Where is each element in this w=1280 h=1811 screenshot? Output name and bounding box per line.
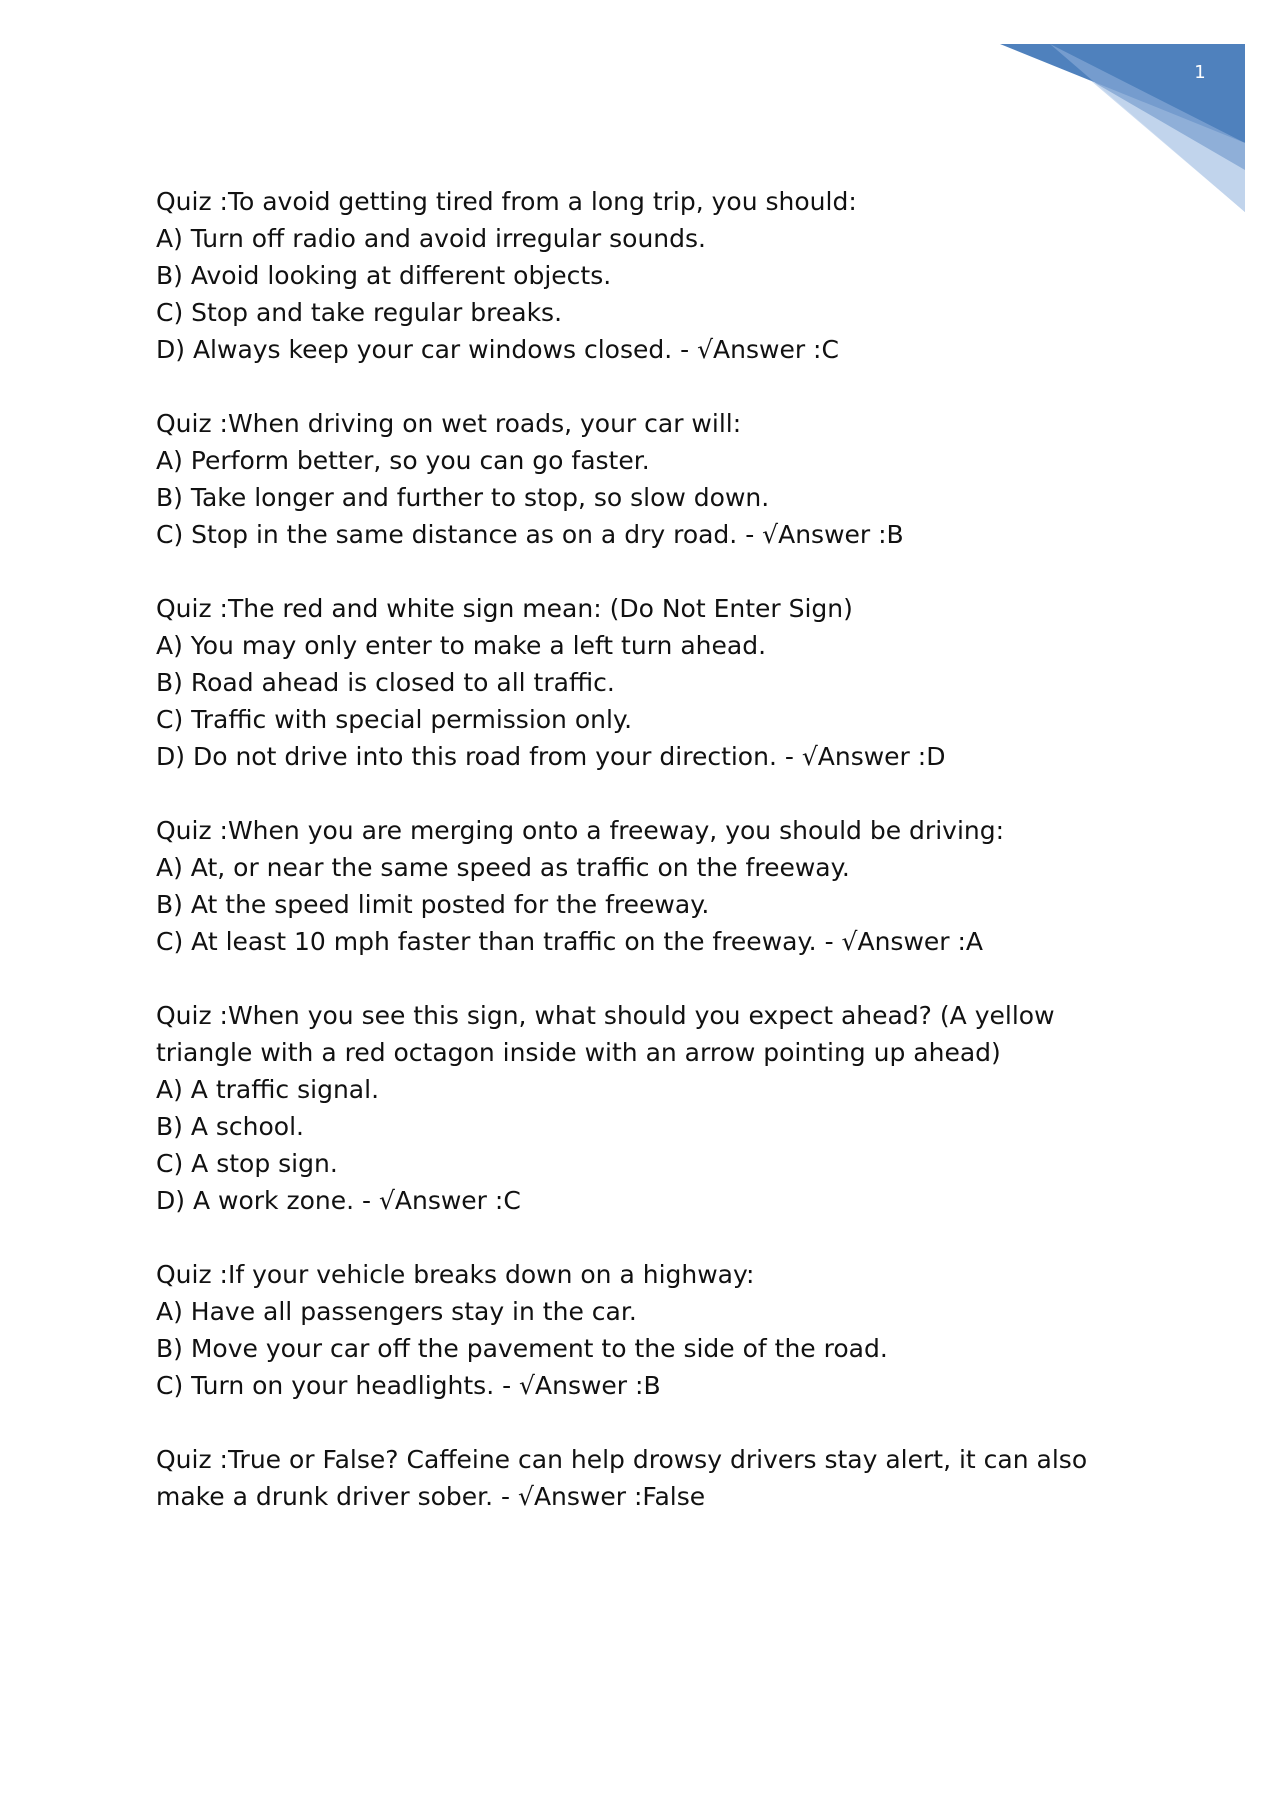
- quiz-option: B) Move your car off the pavement to the side of the road.: [156, 1334, 888, 1363]
- quiz-option: B) At the speed limit posted for the freeway.: [156, 890, 710, 919]
- quiz-item: [156, 1256, 1136, 1404]
- quiz-option: A) Turn off radio and avoid irregular sounds.: [156, 224, 706, 253]
- quiz-item: [156, 1441, 1136, 1515]
- quiz-option-with-answer: D) A work zone. - √Answer :C: [156, 1186, 521, 1215]
- quiz-content: [156, 183, 1136, 1552]
- page-number: 1: [1194, 62, 1206, 83]
- quiz-question: Quiz :To avoid getting tired from a long trip, you should:: [156, 187, 857, 216]
- quiz-option-with-answer: C) Turn on your headlights. - √Answer :B: [156, 1371, 661, 1400]
- quiz-question: Quiz :When driving on wet roads, your car will:: [156, 409, 742, 438]
- quiz-item: [156, 183, 1136, 368]
- quiz-question: Quiz :When you see this sign, what should you expect ahead? (A yellow triangle with a red octagon inside with an arrow pointing up ahead): [156, 1001, 1055, 1067]
- quiz-option: A) At, or near the same speed as traffic on the freeway.: [156, 853, 850, 882]
- quiz-item: [156, 997, 1136, 1219]
- quiz-option: B) Road ahead is closed to all traffic.: [156, 668, 615, 697]
- quiz-item: [156, 405, 1136, 553]
- quiz-question: Quiz :The red and white sign mean: (Do Not Enter Sign): [156, 594, 853, 623]
- quiz-item: [156, 590, 1136, 775]
- quiz-item: [156, 812, 1136, 960]
- quiz-option: A) Have all passengers stay in the car.: [156, 1297, 637, 1326]
- quiz-option-with-answer: D) Do not drive into this road from your direction. - √Answer :D: [156, 742, 946, 771]
- quiz-option: C) Stop and take regular breaks.: [156, 298, 563, 327]
- quiz-option: B) Avoid looking at different objects.: [156, 261, 612, 290]
- quiz-option: A) A traffic signal.: [156, 1075, 380, 1104]
- quiz-option-with-answer: D) Always keep your car windows closed. - √Answer :C: [156, 335, 839, 364]
- quiz-option: A) You may only enter to make a left turn ahead.: [156, 631, 767, 660]
- quiz-option-with-answer: C) Stop in the same distance as on a dry road. - √Answer :B: [156, 520, 904, 549]
- quiz-option: B) A school.: [156, 1112, 304, 1141]
- quiz-option: C) Traffic with special permission only.: [156, 705, 633, 734]
- quiz-question: Quiz :If your vehicle breaks down on a highway:: [156, 1260, 755, 1289]
- quiz-option: B) Take longer and further to stop, so slow down.: [156, 483, 770, 512]
- quiz-option: A) Perform better, so you can go faster.: [156, 446, 650, 475]
- quiz-question: Quiz :When you are merging onto a freeway, you should be driving:: [156, 816, 1005, 845]
- quiz-option: C) A stop sign.: [156, 1149, 338, 1178]
- quiz-question-with-answer: Quiz :True or False? Caffeine can help drowsy drivers stay alert, it can also make a drunk driver sober. - √Answer :False: [156, 1445, 1088, 1511]
- quiz-option-with-answer: C) At least 10 mph faster than traffic on the freeway. - √Answer :A: [156, 927, 984, 956]
